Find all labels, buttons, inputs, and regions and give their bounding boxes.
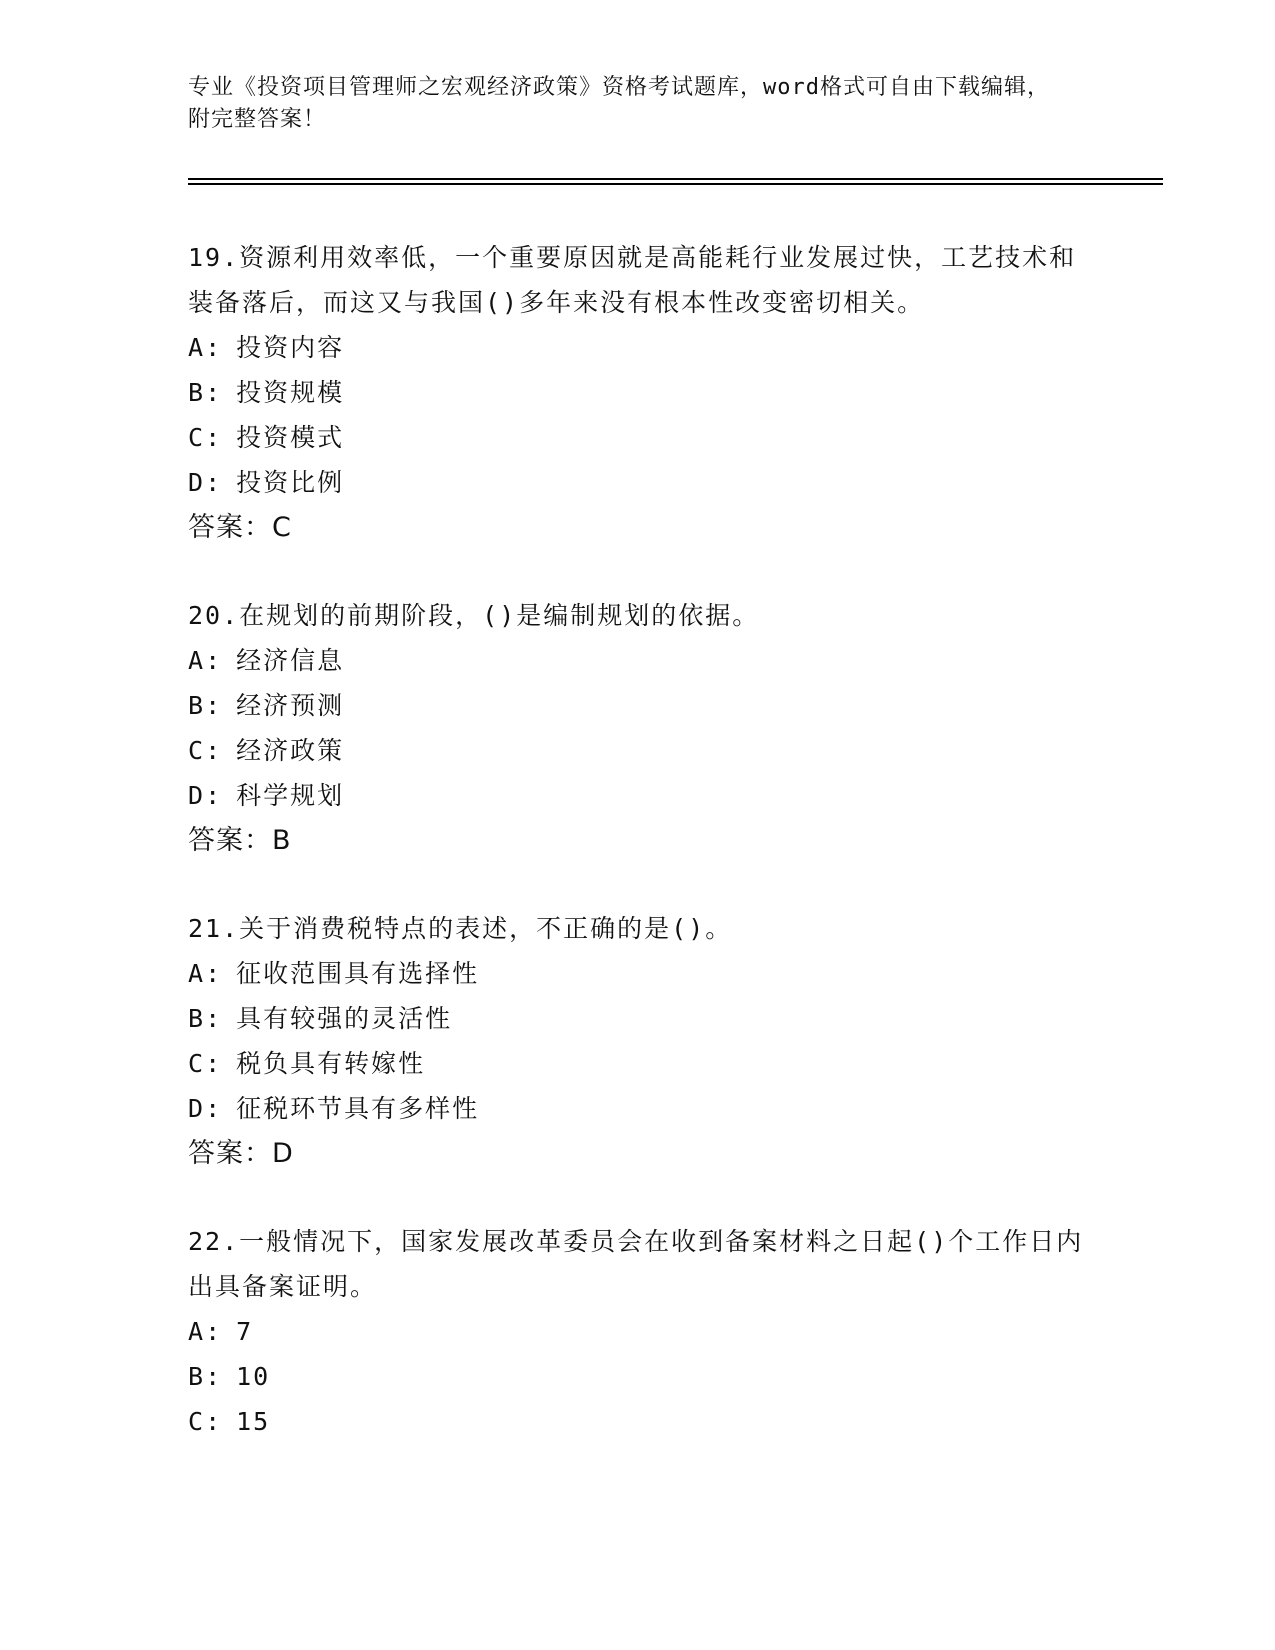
option-b: B: 经济预测 bbox=[188, 691, 345, 720]
option-c: C: 经济政策 bbox=[188, 736, 345, 765]
option-letter: A bbox=[188, 646, 206, 675]
option-text: 征收范围具有选择性 bbox=[236, 959, 480, 988]
option-letter: A bbox=[188, 959, 206, 988]
option-text: 投资比例 bbox=[236, 468, 345, 497]
option-a: A: 经济信息 bbox=[188, 646, 345, 675]
option-letter: D bbox=[188, 1094, 206, 1123]
option-letter: B bbox=[188, 378, 206, 407]
option-text: 投资内容 bbox=[236, 333, 345, 362]
question-20 bbox=[188, 593, 1088, 863]
option-a: A: 投资内容 bbox=[188, 333, 345, 362]
option-text: 15 bbox=[236, 1407, 271, 1436]
option-text: 经济信息 bbox=[236, 646, 345, 675]
option-c: C: 投资模式 bbox=[188, 423, 345, 452]
option-text: 经济政策 bbox=[236, 736, 345, 765]
option-a: A: 7 bbox=[188, 1317, 254, 1346]
option-letter: A bbox=[188, 333, 206, 362]
option-b: B: 具有较强的灵活性 bbox=[188, 1004, 453, 1033]
option-c: C: 税负具有转嫁性 bbox=[188, 1049, 426, 1078]
answer-label: 答案：D bbox=[188, 1138, 294, 1169]
option-letter: C bbox=[188, 1049, 206, 1078]
option-letter: C bbox=[188, 423, 206, 452]
header-rule-top bbox=[188, 178, 1163, 180]
header-rule-bottom bbox=[188, 183, 1163, 185]
option-letter: B bbox=[188, 1004, 206, 1033]
option-d: D: 投资比例 bbox=[188, 468, 345, 497]
question-list bbox=[188, 235, 1088, 1487]
option-text: 投资规模 bbox=[236, 378, 345, 407]
option-letter: C bbox=[188, 736, 206, 765]
option-letter: C bbox=[188, 1407, 206, 1436]
option-b: B: 投资规模 bbox=[188, 378, 345, 407]
question-22 bbox=[188, 1219, 1088, 1444]
answer-label: 答案：C bbox=[188, 512, 292, 543]
option-text: 10 bbox=[236, 1362, 271, 1391]
option-b: B: 10 bbox=[188, 1362, 271, 1391]
option-letter: B bbox=[188, 1362, 206, 1391]
question-stem: 19.资源利用效率低，一个重要原因就是高能耗行业发展过快，工艺技术和装备落后，而这又与我国()多年来没有根本性改变密切相关。 bbox=[188, 243, 1077, 317]
option-text: 投资模式 bbox=[236, 423, 345, 452]
document-header: 专业《投资项目管理师之宏观经济政策》资格考试题库，word格式可自由下载编辑，附完整答案！ bbox=[188, 75, 1050, 132]
answer-label: 答案：B bbox=[188, 825, 292, 856]
option-text: 税负具有转嫁性 bbox=[236, 1049, 426, 1078]
option-text: 经济预测 bbox=[236, 691, 345, 720]
option-text: 科学规划 bbox=[236, 781, 345, 810]
question-21 bbox=[188, 906, 1088, 1176]
option-text: 具有较强的灵活性 bbox=[236, 1004, 453, 1033]
option-letter: D bbox=[188, 468, 206, 497]
option-a: A: 征收范围具有选择性 bbox=[188, 959, 480, 988]
option-d: D: 科学规划 bbox=[188, 781, 345, 810]
question-stem: 20.在规划的前期阶段，()是编制规划的依据。 bbox=[188, 601, 760, 630]
option-letter: B bbox=[188, 691, 206, 720]
option-c: C: 15 bbox=[188, 1407, 271, 1436]
option-text: 征税环节具有多样性 bbox=[236, 1094, 480, 1123]
question-stem: 22.一般情况下，国家发展改革委员会在收到备案材料之日起()个工作日内出具备案证明。 bbox=[188, 1227, 1084, 1301]
option-text: 7 bbox=[236, 1317, 254, 1346]
question-stem: 21.关于消费税特点的表述，不正确的是()。 bbox=[188, 914, 733, 943]
option-d: D: 征税环节具有多样性 bbox=[188, 1094, 480, 1123]
option-letter: A bbox=[188, 1317, 206, 1346]
question-19 bbox=[188, 235, 1088, 550]
option-letter: D bbox=[188, 781, 206, 810]
